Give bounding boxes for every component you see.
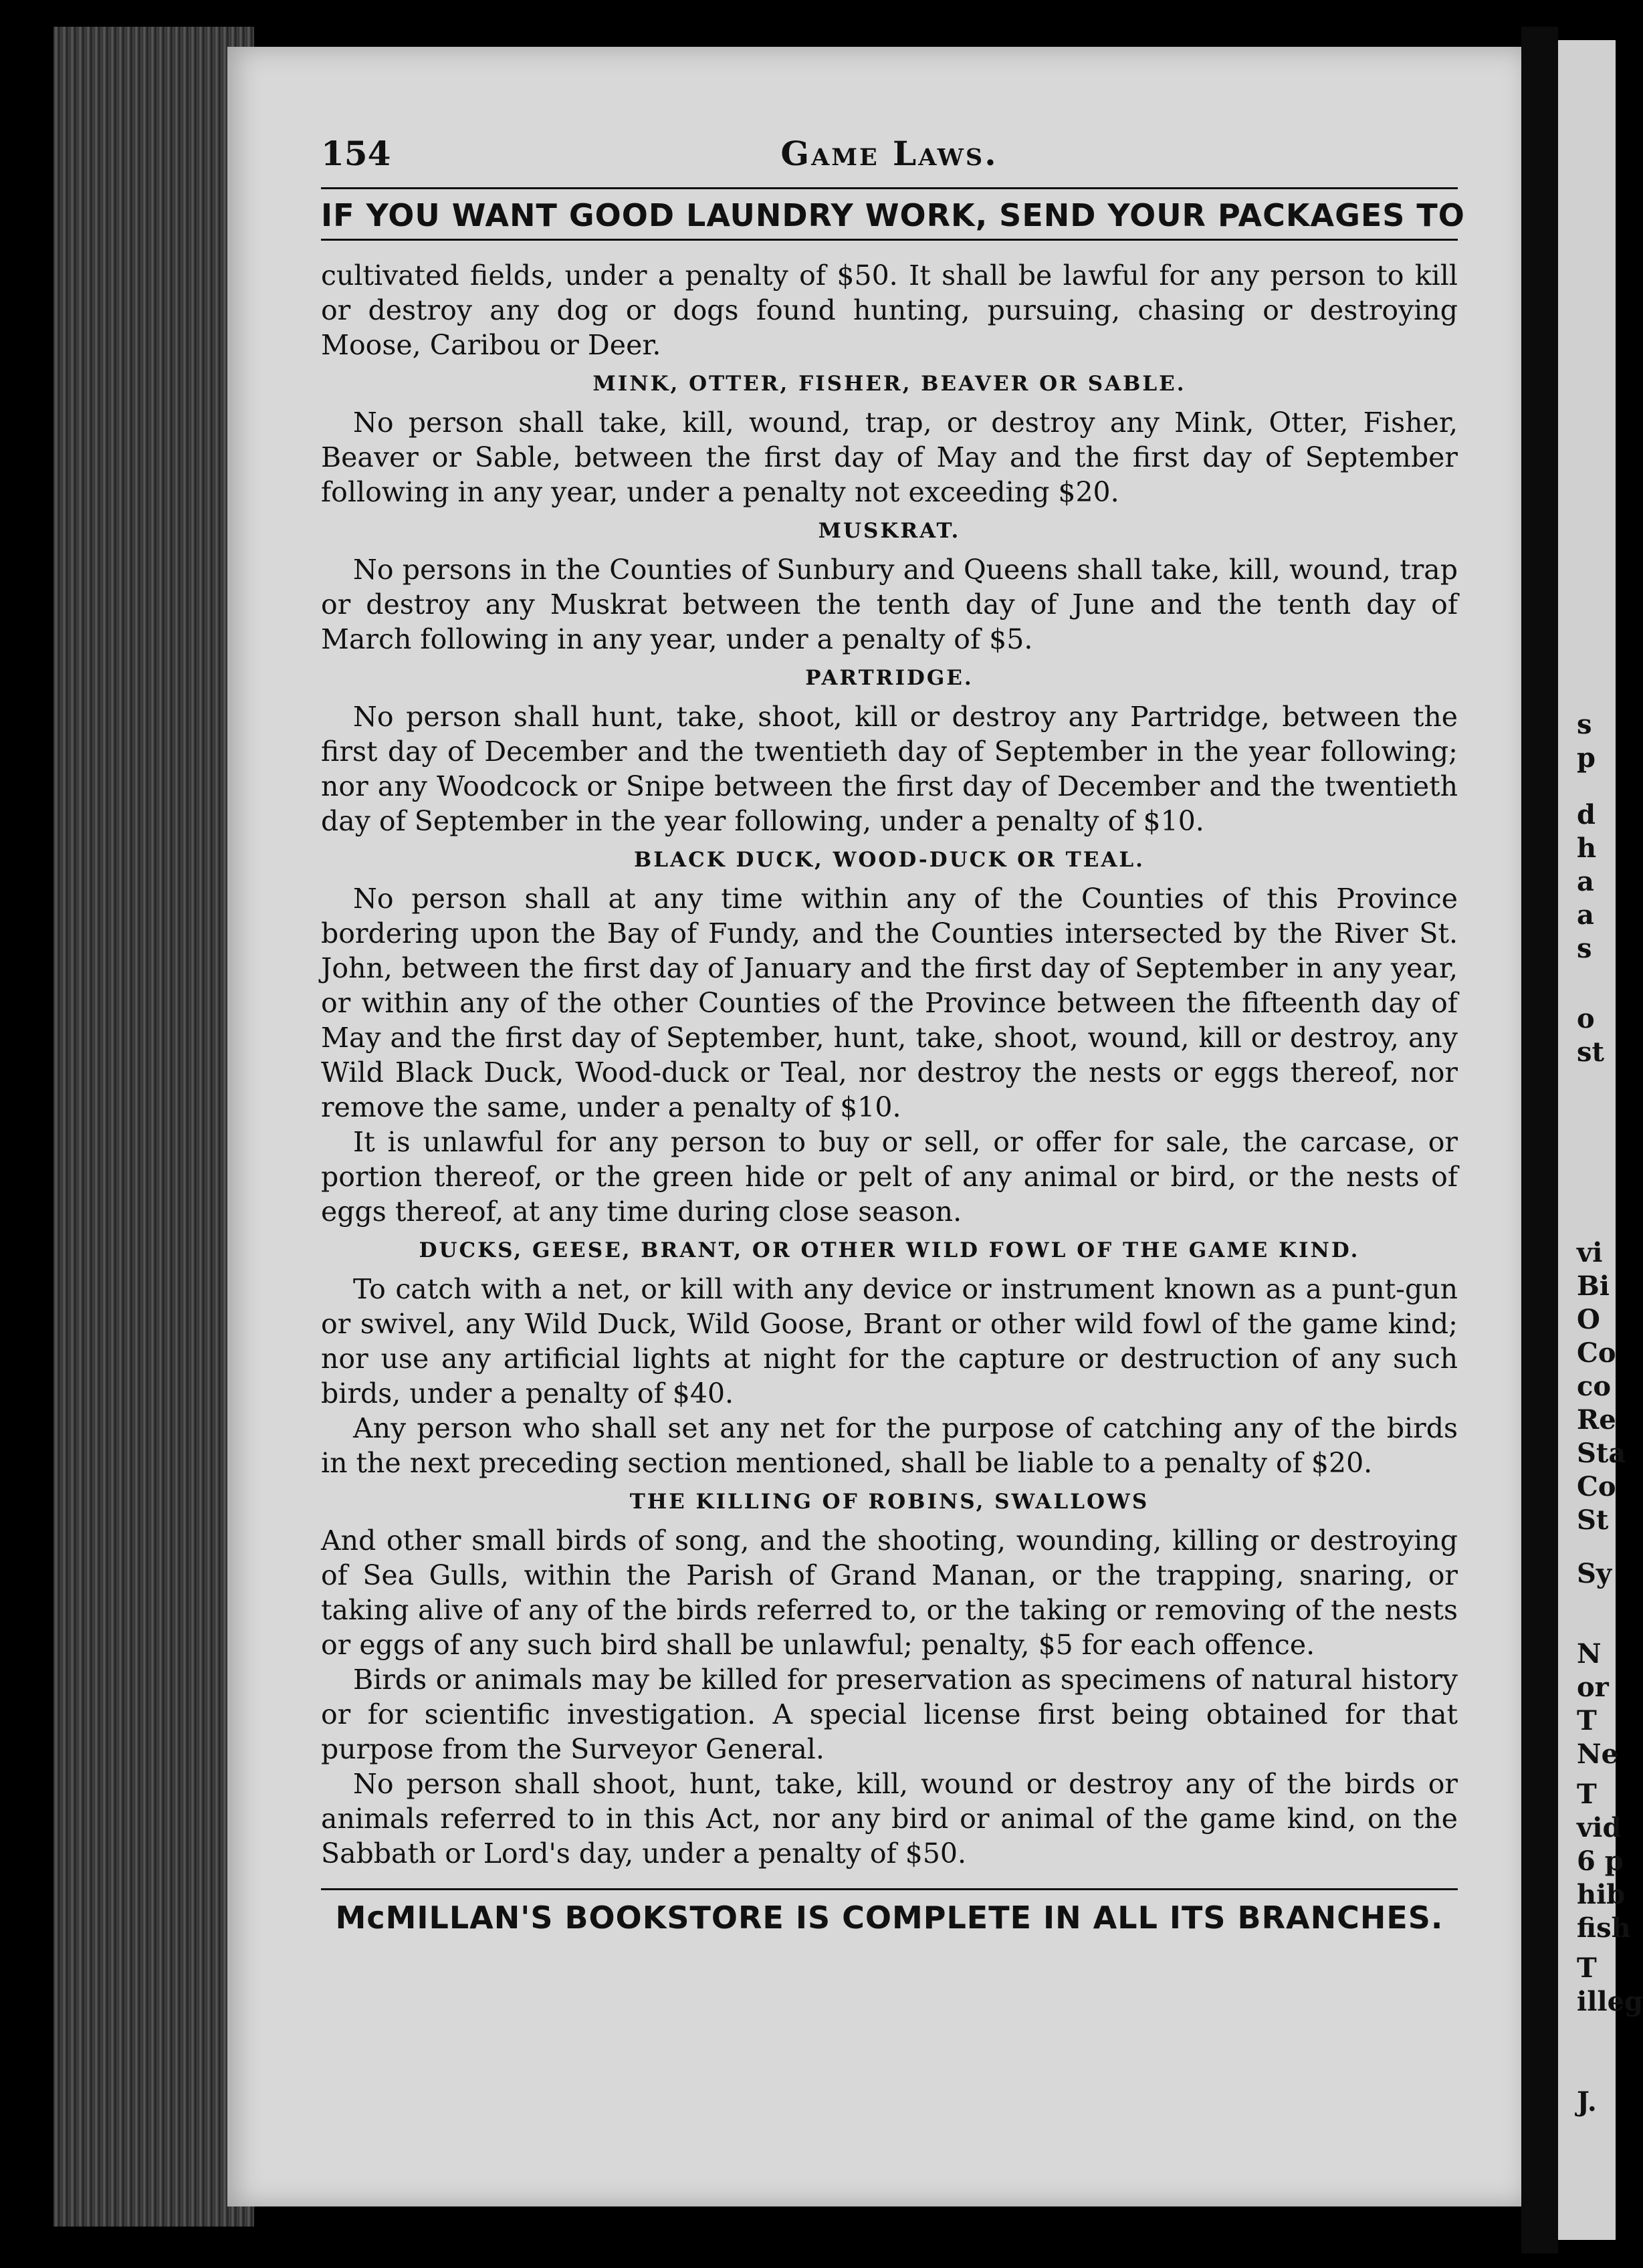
- facing-page-fragment: st: [1577, 1036, 1604, 1068]
- facing-page-fragment: Sy: [1577, 1558, 1612, 1589]
- section-heading-robins: THE KILLING OF ROBINS, SWALLOWS: [629, 1490, 1149, 1514]
- paragraph-mink: No person shall take, kill, wound, trap, or destroy any Mink, Otter, Fisher, Beaver or Sable, between the first day of May and the first day of September following in any year, under a penalty not exceeding $20.: [321, 407, 1458, 508]
- facing-page-fragment: co: [1577, 1371, 1612, 1402]
- paragraph-net-penalty: Any person who shall set any net for the purpose of catching any of the birds in the next preceding section mentioned, shall be liable to a penalty of $20.: [321, 1412, 1458, 1479]
- facing-page-fragment: illeg: [1577, 1986, 1643, 2017]
- facing-page-fragment: o: [1577, 1003, 1595, 1034]
- facing-page-fragment: Co: [1577, 1337, 1616, 1369]
- paragraph-black-duck: No person shall at any time within any of the Counties of this Province bordering upon the Bay of Fundy, and the Counties intersected by the River St. John, between the first day of January and the first day of September in any year, or within any of the other Counties of the Province between the fifteenth day of May and the first day of September, hunt, take, shoot, wound, kill or destroy, any Wild Black Duck, Wood-duck or Teal, nor destroy the nests or eggs thereof, nor remove the same, under a penalty of $10.: [321, 883, 1458, 1123]
- facing-page-fragment: hib: [1577, 1879, 1626, 1910]
- paragraph-partridge: No person shall hunt, take, shoot, kill or destroy any Partridge, between the first day of December and the twentieth day of September in the year following; nor any Woodcock or Snipe between the first day of December and the twentieth day of September in the year following, under a penalty of $10.: [321, 701, 1458, 837]
- facing-page-fragment: Bi: [1577, 1270, 1610, 1302]
- facing-page-fragment: St: [1577, 1504, 1609, 1536]
- facing-page-fragment: T: [1577, 1952, 1597, 1984]
- paragraph-muskrat: No persons in the Counties of Sunbury and Queens shall take, kill, wound, trap or destroy any Muskrat between the tenth day of June and the tenth day of March following in any year, under a penalty of $5.: [321, 554, 1458, 655]
- facing-page-fragment: h: [1577, 832, 1597, 864]
- running-title: Game Laws.: [780, 134, 998, 173]
- facing-page-edge: [1558, 40, 1643, 2240]
- page-content: [321, 134, 1465, 1941]
- facing-page-fragment: J.: [1577, 2086, 1597, 2118]
- facing-page-fragment: O: [1577, 1304, 1600, 1335]
- opening-paragraph: cultivated fields, under a penalty of $50. It shall be lawful for any person to kill or destroy any dog or dogs found hunting, pursuing, chasing or destroying Moose, Caribou or Deer.: [321, 259, 1458, 361]
- paragraph-robins: And other small birds of song, and the shooting, wounding, killing or destroying of Sea Gulls, within the Parish of Grand Manan, or the trapping, snaring, or taking alive of any of the birds referred to, or the taking or removing of the nests or eggs of any such bird shall be unlawful; penalty, $5 for each offence.: [321, 1524, 1458, 1661]
- bottom-advertisement: McMILLAN'S BOOKSTORE IS COMPLETE IN ALL ITS BRANCHES.: [335, 1900, 1444, 1936]
- facing-page-fragment: N: [1577, 1638, 1602, 1670]
- facing-page-fragment: 6 p: [1577, 1845, 1624, 1877]
- facing-page-fragment: a: [1577, 899, 1594, 931]
- facing-page-fragment: vi: [1577, 1237, 1603, 1268]
- facing-page-fragment: s: [1577, 933, 1592, 964]
- facing-page-fragment: or: [1577, 1672, 1609, 1703]
- paragraph-close-season-sale: It is unlawful for any person to buy or sell, or offer for sale, the carcase, or portion thereof, or the green hide or pelt of any animal or bird, or the nests of eggs thereof, at any time during close season.: [321, 1126, 1458, 1228]
- top-advertisement: IF YOU WANT GOOD LAUNDRY WORK, SEND YOUR PACKAGES TO: [321, 197, 1465, 233]
- section-heading-partridge: PARTRIDGE.: [805, 666, 974, 690]
- section-heading-wild-fowl: DUCKS, GEESE, BRANT, OR OTHER WILD FOWL OF THE GAME KIND.: [419, 1238, 1360, 1262]
- running-head: [321, 134, 1458, 187]
- facing-page-fragment: p: [1577, 742, 1596, 774]
- facing-page-fragment: Re: [1577, 1404, 1616, 1436]
- facing-page-fragment: a: [1577, 866, 1594, 897]
- book-gutter: [1521, 27, 1558, 2253]
- section-heading-black-duck: BLACK DUCK, WOOD-DUCK OR TEAL.: [634, 848, 1145, 872]
- book-page: [227, 47, 1521, 2206]
- paragraph-specimens: Birds or animals may be killed for preservation as specimens of natural history or for scientific investigation. A special license first being obtained for that purpose from the Surveyor General.: [321, 1664, 1458, 1765]
- facing-page-fragment: Sta: [1577, 1438, 1626, 1469]
- book-page-edges: [53, 27, 254, 2227]
- page-number: 154: [321, 134, 391, 173]
- facing-page-fragment: d: [1577, 799, 1596, 830]
- facing-page-fragment: T: [1577, 1705, 1597, 1736]
- facing-page-fragment: T: [1577, 1779, 1597, 1810]
- section-heading-mink: MINK, OTTER, FISHER, BEAVER OR SABLE.: [592, 372, 1186, 396]
- body-text: [321, 241, 1458, 1871]
- facing-page-fragment: s: [1577, 709, 1592, 740]
- paragraph-sabbath: No person shall shoot, hunt, take, kill, wound or destroy any of the birds or animals referred to in this Act, nor any bird or animal of the game kind, on the Sabbath or Lord's day, under a penalty of $50.: [321, 1768, 1458, 1869]
- facing-page-fragment: Ne: [1577, 1738, 1619, 1770]
- facing-page-fragment: Co: [1577, 1471, 1616, 1502]
- section-heading-muskrat: MUSKRAT.: [818, 519, 961, 543]
- facing-page-fragment: vid: [1577, 1812, 1622, 1843]
- facing-page-fragment: fish: [1577, 1912, 1631, 1944]
- paragraph-wild-fowl: To catch with a net, or kill with any device or instrument known as a punt-gun or swivel, any Wild Duck, Wild Goose, Brant or other wild fowl of the game kind; nor use any artificial lights at night for the capture or destruction of any such birds, under a penalty of $40.: [321, 1273, 1458, 1409]
